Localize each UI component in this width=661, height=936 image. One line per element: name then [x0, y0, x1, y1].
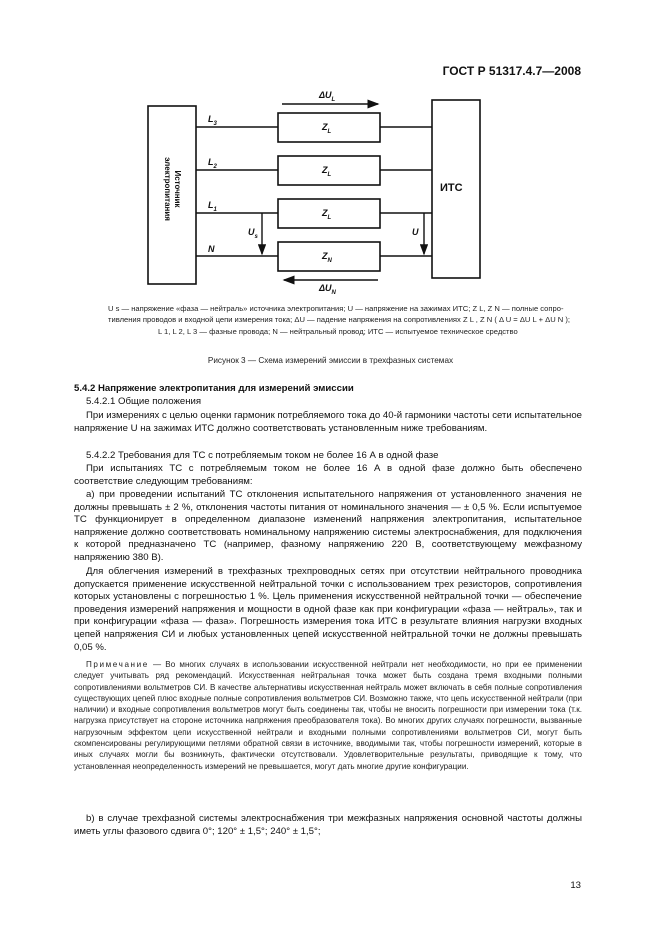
impedance-label-l1: $Z_L$ [322, 208, 332, 221]
line-label-l3: $L_3$ [208, 114, 217, 127]
us-label: $U_s$ [248, 227, 258, 240]
note-block [74, 659, 582, 772]
paragraph-3: a) при проведении испытаний ТС отклонения испытательного напряжения от установленного значения не должны превышать ± 2 %, отклонения частоты питания от номинального значения — ± 0,5 %. Если испытуемое ТС функционирует в определенном диапазоне изменений напряжения электропитания, испытательное напряжение должно соответствовать номинальному напряжению системы электроснабжения, для подключения к которой предназначено ТС (например, фазному напряжению 220 В, соответствующему межфазному напряжению 380 В). [74, 489, 582, 563]
paragraph-2: При испытаниях ТС с потребляемым током не более 16 А в одной фазе должно быть обеспечено соответствие следующим требованиям: [74, 463, 582, 487]
legend-line-2: тивления проводов и входной цепи измерения тока; ΔU — падение напряжения на сопротивлениях Z L , Z N ( Δ U = ΔU L + ΔU N ); [108, 315, 571, 324]
legend-line-1: U s — напряжение «фаза — нейтраль» источника электропитания; U — напряжение на зажимах ИТС; Z L, Z N — полные сопро- [108, 304, 564, 313]
impedance-label-l2: $Z_L$ [322, 165, 332, 178]
source-label-wrap [150, 134, 194, 244]
its-label: ИТС [440, 182, 463, 194]
note-text: — Во многих случаях в использовании искусственной нейтрали нет необходимости, но при ее применении следует учитывать ряд рекомендаций. Искусственная нейтральная точка может быть создана тремя входными полными сопротивлениями вольтметров СИ. В качестве альтернативы искусственная нейтраль может включать в себя полные сопротивления существующих цепей плюс входные полные сопротивления вольтметров СИ. Возможно также, что цепь искусственной нейтрали (при наличии) и входные сопротивления вольтметров могут быть соединены так, чтобы не вносить погрешности при измерении тока (т.к. нагрузка присутствует на стороне источника напряжения преобразователя тока). Во многих других случаях погрешности, вызванные нагрузочным эффектом цепи искусственной нейтрали и входными полными сопротивлениями вольтметров СИ, могут быть скомпенсированы регулирующими петлями обратной связи в источнике, вводимыми так, чтобы погрешности измерений, которые в иных случаях могли бы возникнуть, фактически отсутствовали. Удовлетворительные результаты, приводящие к тому, что установленная неопределенность измерений не превышается, могут дать многие другие конфигурации. [74, 660, 582, 771]
paragraph-4: Для облегчения измерений в трехфазных трехпроводных сетях при отсутствии нейтрального проводника допускается применение искусственной нейтральной точки с использованием трех резисторов, сопротивления которых установлены с погрешностью 1 %. Цель применения искусственной нейтральной точки — обеспечение проведения измерений напряжения и мощности в одной фазе как при конфигурации «фаза — нейтраль», так и при конфигурации «фаза — фаза». Погрешность измерения тока ИТС в результате влияния нагрузки входных цепей напряжения СИ и любых установленных цепей искусственной нейтральной точки не должны превышать 0,05 %. [74, 566, 582, 653]
subsection-1-heading: 5.4.2.1 Общие положения [86, 396, 202, 407]
u-label: U [412, 227, 419, 237]
source-label: Источник электропитания [163, 157, 182, 221]
impedance-label-n: $Z_N$ [322, 251, 332, 264]
legend-line-3: L 1, L 2, L 3 — фазные провода; N — нейтральный провод; ИТС — испытуемое техническое средство [158, 327, 518, 336]
subsection-2-heading: 5.4.2.2 Требования для ТС с потребляемым током не более 16 А в одной фазе [86, 450, 439, 461]
page-number: 13 [570, 880, 581, 891]
paragraph-5: b) в случае трехфазной системы электроснабжения три межфазных напряжения основной частоты должны иметь углы фазового сдвига 0°; 120° ± 1,5°; 240° ± 1,5°; [74, 813, 582, 837]
top-drop-label: $\Delta U_L$ [319, 90, 336, 103]
bottom-drop-label: $\Delta U_N$ [319, 283, 336, 296]
paragraph-1: При измерениях с целью оценки гармоник потребляемого тока до 40-й гармоники частоты сети испытательное напряжение U на зажимах ИТС должно соответствовать установленным ниже требованиям. [74, 410, 582, 434]
line-label-n: N [208, 244, 215, 254]
figure-caption: Рисунок 3 — Схема измерений эмиссии в трехфазных системах [207, 356, 454, 365]
impedance-label-l3: $Z_L$ [322, 122, 332, 135]
line-label-l1: $L_1$ [208, 200, 217, 213]
note-label: Примечание [86, 660, 149, 669]
section-heading: 5.4.2 Напряжение электропитания для измерений эмиссии [74, 383, 354, 394]
line-label-l2: $L_2$ [208, 157, 217, 170]
document-standard-header: ГОСТ Р 51317.4.7—2008 [442, 64, 581, 78]
